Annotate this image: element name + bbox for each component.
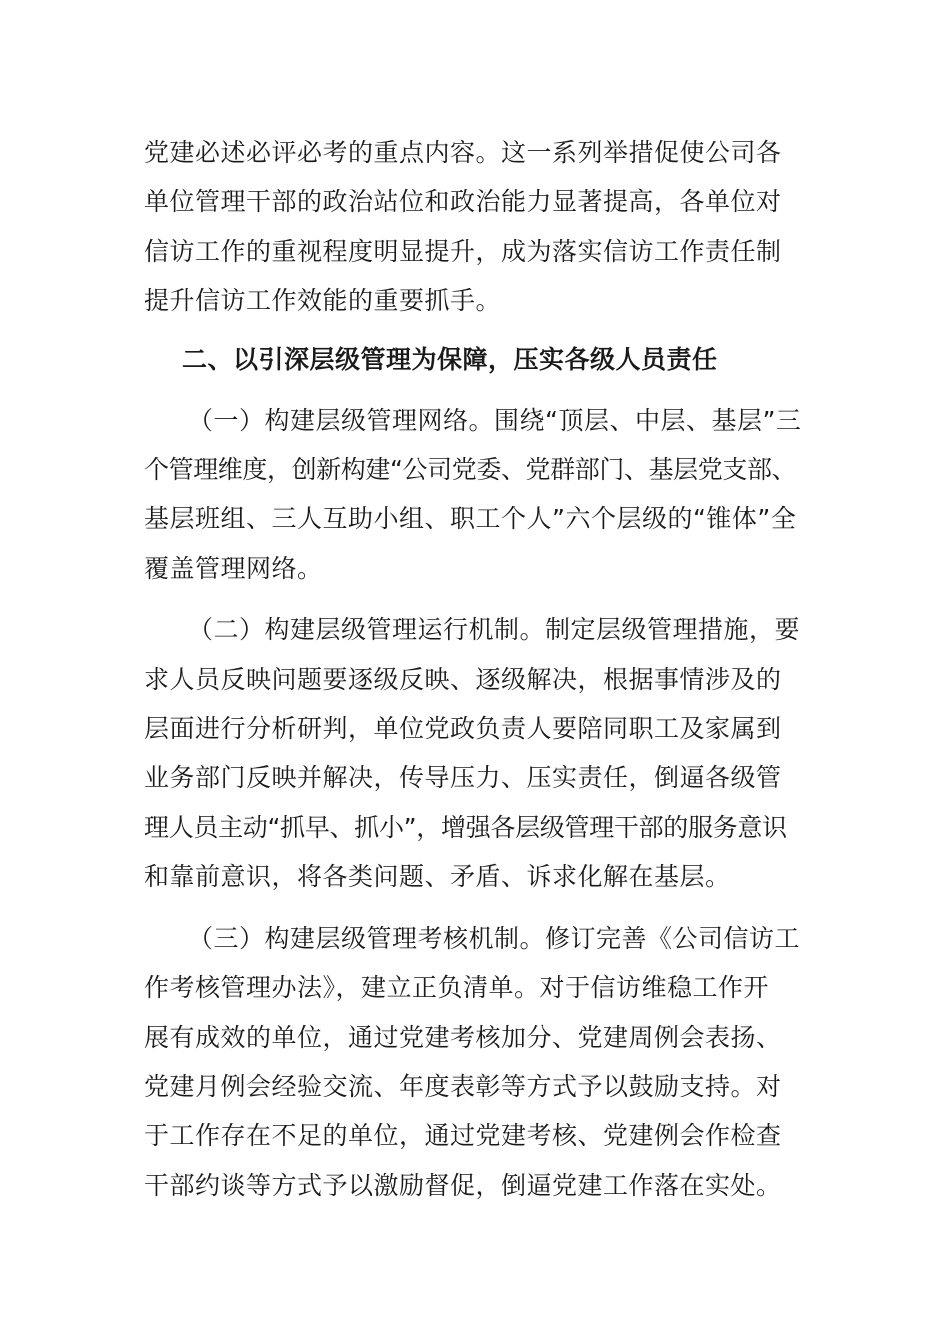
text-line: 党建必述必评必考的重点内容。这一系列举措促使公司各	[144, 138, 782, 167]
text-line: 业务部门反映并解决，传导压力、压实责任，倒逼各级管	[144, 763, 782, 793]
text-line: 层面进行分析研判，单位党政负责人要陪同职工及家属到	[144, 714, 782, 744]
text-line: 和靠前意识，将各类问题、矛盾、诉求化解在基层。	[144, 862, 731, 892]
paragraph-item-2	[144, 605, 816, 901]
paragraph-continuation	[144, 128, 816, 326]
text-line: 理人员主动“抓早、抓小”，增强各层级管理干部的服务意识	[144, 812, 787, 842]
text-line: 覆盖管理网络。	[144, 553, 323, 583]
document-body	[144, 128, 816, 1210]
text-line: （三）构建层级管理考核机制。修订完善《公司信访工	[188, 923, 801, 953]
text-line: 单位管理干部的政治站位和政治能力显著提高，各单位对	[144, 187, 782, 217]
text-line: 提升信访工作效能的重要抓手。	[144, 286, 502, 316]
text-line: 干部约谈等方式予以激励督促，倒逼党建工作落在实处。	[144, 1170, 782, 1200]
text-line: 于工作存在不足的单位，通过党建考核、党建例会作检查	[144, 1121, 782, 1151]
paragraph-item-1	[144, 396, 816, 594]
text-line: 个管理维度，创新构建“公司党委、党群部门、基层党支部、	[144, 455, 797, 485]
text-line: （一）构建层级管理网络。围绕“顶层、中层、基层”三	[188, 405, 802, 435]
paragraph-item-3	[144, 914, 816, 1210]
text-line: 展有成效的单位，通过党建考核加分、党建周例会表扬、	[144, 1022, 782, 1052]
text-line: 党建月例会经验交流、年度表彰等方式予以鼓励支持。对	[144, 1071, 782, 1101]
text-line: 信访工作的重视程度明显提升，成为落实信访工作责任制	[144, 236, 782, 266]
section-heading: 二、以引深层级管理为保障，压实各级人员责任	[182, 344, 718, 374]
text-line: 求人员反映问题要逐级反映、逐级解决，根据事情涉及的	[144, 664, 782, 694]
text-line: 基层班组、三人互助小组、职工个人”六个层级的“锥体”全	[144, 504, 797, 534]
text-line: 作考核管理办法》，建立正负清单。对于信访维稳工作开	[144, 973, 770, 1003]
text-line: （二）构建层级管理运行机制。制定层级管理措施，要	[188, 615, 801, 645]
